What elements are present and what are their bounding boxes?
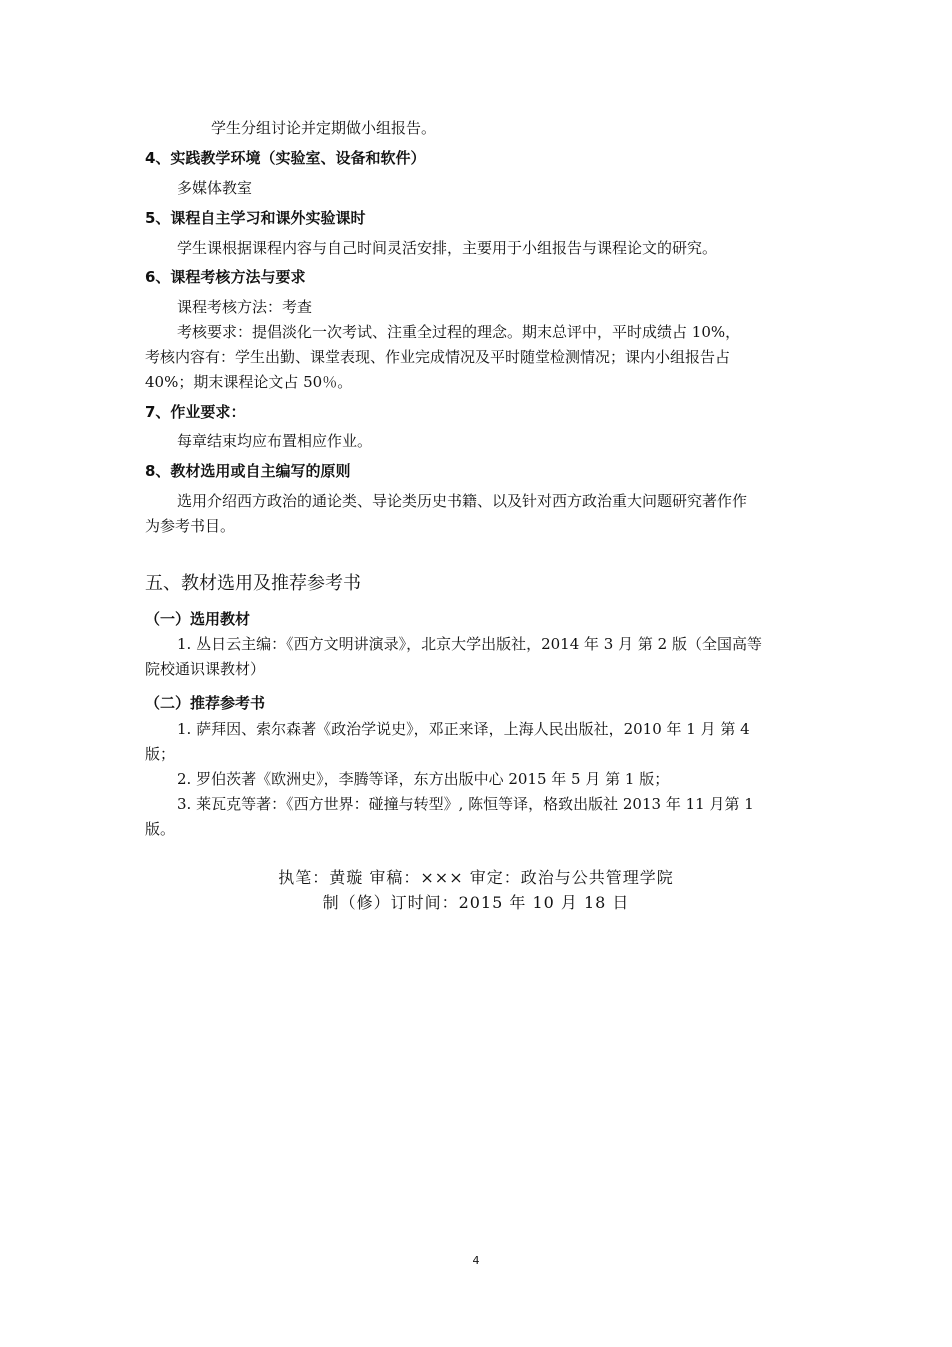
heading-6: 6、课程考核方法与要求 xyxy=(145,268,306,286)
text-line: 为参考书目。 xyxy=(145,517,236,535)
revision-date: 制（修）订时间：2015 年 10 月 18 日 xyxy=(322,893,630,912)
heading-7: 7、作业要求： xyxy=(145,403,246,421)
section-title-5: 五、教材选用及推荐参考书 xyxy=(145,573,361,594)
page-number: 4 xyxy=(472,1254,480,1267)
text-line: 多媒体教室 xyxy=(177,179,253,197)
text-line: 学生课根据课程内容与自己时间灵活安排，主要用于小组报告与课程论文的研究。 xyxy=(177,239,718,257)
text-line: 考核要求：提倡淡化一次考试、注重全过程的理念。期末总评中，平时成绩占 10%， xyxy=(177,323,741,341)
text-line: 每章结束均应布置相应作业。 xyxy=(177,432,373,450)
list-item: 2. 罗伯茨著《欧洲史》，李腾等译，东方出版中心 2015 年 5 月 第 1 版； xyxy=(177,770,670,788)
heading-5: 5、课程自主学习和课外实验课时 xyxy=(145,209,366,227)
signature-line: 执笔：黄璇 审稿：××× 审定：政治与公共管理学院 xyxy=(278,868,674,887)
subheading-textbook: （一）选用教材 xyxy=(145,610,251,628)
text-line: 考核内容有：学生出勤、课堂表现、作业完成情况及平时随堂检测情况；课内小组报告占 xyxy=(145,348,731,366)
list-item: 1. 丛日云主编：《西方文明讲演录》，北京大学出版社，2014 年 3 月 第 2 版（全国高等 xyxy=(177,635,762,653)
text-line: 版； xyxy=(145,745,176,763)
list-item: 3. 莱瓦克等著：《西方世界：碰撞与转型》, 陈恒等译，格致出版社 2013 年 11 月第 1 xyxy=(177,795,754,813)
text-line: 学生分组讨论并定期做小组报告。 xyxy=(211,119,437,137)
subheading-references: （二）推荐参考书 xyxy=(145,694,266,712)
text-line: 版。 xyxy=(145,820,176,838)
text-line: 选用介绍西方政治的通论类、导论类历史书籍、以及针对西方政治重大问题研究著作作 xyxy=(177,492,748,510)
heading-8: 8、教材选用或自主编写的原则 xyxy=(145,462,351,480)
heading-4: 4、实践教学环境（实验室、设备和软件） xyxy=(145,149,426,167)
text-line: 院校通识课教材） xyxy=(145,660,266,678)
text-line: 40%；期末课程论文占 50％。 xyxy=(145,373,353,391)
list-item: 1. 萨拜因、索尔森著《政治学说史》，邓正来译，上海人民出版社，2010 年 1 月 第 4 xyxy=(177,720,750,738)
text-line: 课程考核方法：考查 xyxy=(177,298,313,316)
